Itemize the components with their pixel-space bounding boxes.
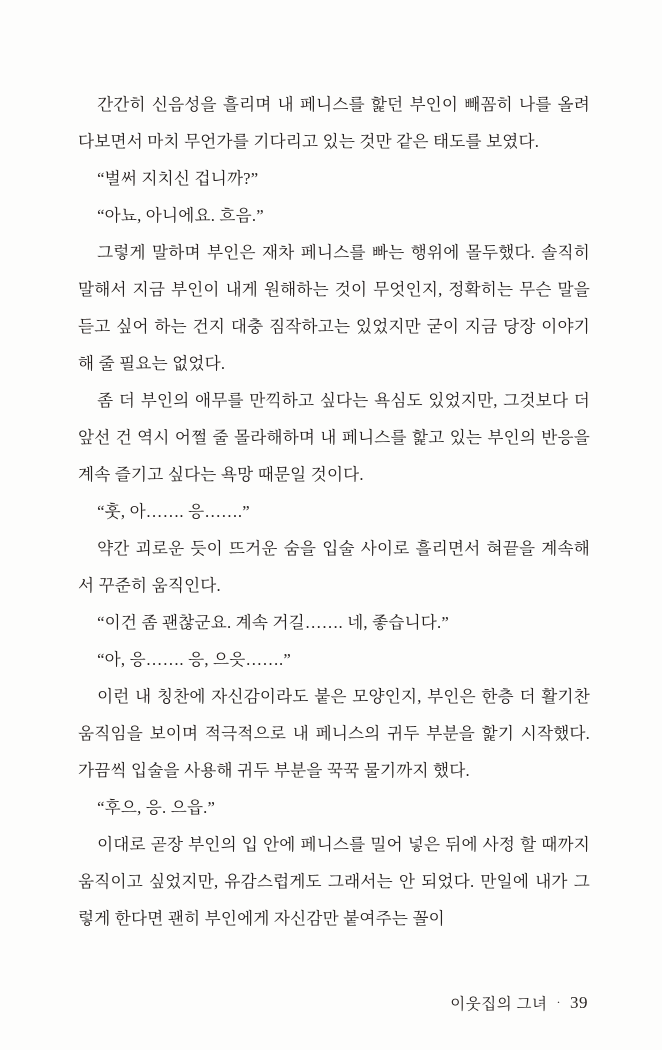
paragraph: 간간히 신음성을 흘리며 내 페니스를 핥던 부인이 빼꼼히 나를 올려다보면서 마치 무언가를 기다리고 있는 것만 같은 태도를 보였다. <box>78 95 590 151</box>
running-title: 이웃집의 그녀 <box>450 996 548 1013</box>
paragraph: 이대로 곧장 부인의 입 안에 페니스를 밀어 넣은 뒤에 사정 할 때까지 움직이고 싶었지만, 유감스럽게도 그래서는 안 되었다. 만일에 내가 그렇게 한다면 괜히 부인에게 자신감만 붙여주는 꼴이 <box>78 835 590 928</box>
paragraph: 좀 더 부인의 애무를 만끽하고 싶다는 욕심도 있었지만, 그것보다 더 앞선 건 역시 어쩔 줄 몰라해하며 내 페니스를 핥고 있는 부인의 반응을 계속 즐기고 싶다는 욕망 때문일 것이다. <box>78 391 590 484</box>
page-number: 39 <box>570 993 588 1012</box>
paragraph: 이런 내 칭찬에 자신감이라도 붙은 모양인지, 부인은 한층 더 활기찬 움직임을 보이며 적극적으로 내 페니스의 귀두 부분을 핥기 시작했다. 가끔씩 입술을 사용해 귀두 부분을 꾹꾹 물기까지 했다. <box>78 687 590 780</box>
paragraph: 약간 괴로운 듯이 뜨거운 숨을 입술 사이로 흘리면서 혀끝을 계속해서 꾸준히 움직인다. <box>78 539 590 595</box>
page-footer <box>450 992 588 1014</box>
paragraph: 그렇게 말하며 부인은 재차 페니스를 빠는 행위에 몰두했다. 솔직히 말해서 지금 부인이 내게 원해하는 것이 무엇인지, 정확히는 무슨 말을 듣고 싶어 하는 건지 대충 짐작하고는 있었지만 굳이 지금 당장 이야기해 줄 필요는 없었다. <box>78 243 590 373</box>
paragraph: “아뇨, 아니에요. 흐음.” <box>97 206 264 225</box>
paragraph: “훗, 아……. 응…….” <box>97 502 250 521</box>
paragraph: “후으, 응. 으읍.” <box>97 798 216 817</box>
paragraph: “벌써 지치신 겁니까?” <box>97 169 259 188</box>
page-body <box>78 86 590 937</box>
footer-separator-dot: · <box>556 994 561 1009</box>
paragraph: “아, 응……. 응, 으읏…….” <box>97 650 291 669</box>
paragraph: “이건 좀 괜찮군요. 계속 거길……. 네, 좋습니다.” <box>97 613 449 632</box>
